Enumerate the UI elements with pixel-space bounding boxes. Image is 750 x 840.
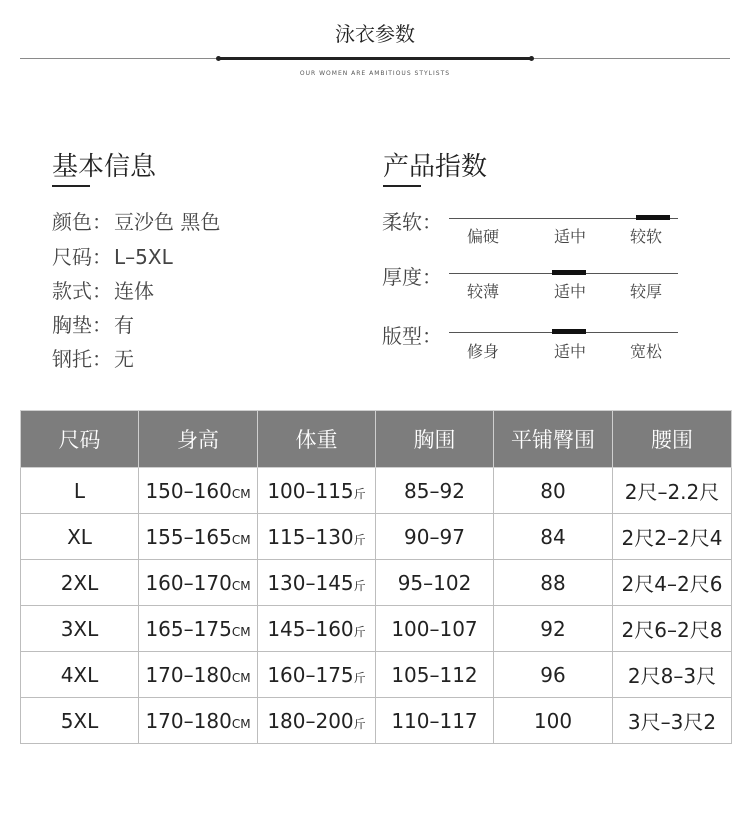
weight-value: 180–200 [267,708,354,733]
cell-hip: 80 [494,468,613,514]
info-row-style [52,275,156,304]
cell-size: 3XL [21,606,139,652]
height-value: 155–165 [145,524,232,549]
cell-waist: 2尺8–3尺 [613,652,732,698]
product-index-title: 产品指数 [383,152,488,182]
info-row-pad [52,309,136,338]
page-title: 泳衣参数 [335,22,415,46]
index-label-thickness: 厚度： [382,265,442,289]
index-marker-softness [636,215,670,220]
column-header: 尺码 [21,411,139,468]
cell-hip: 92 [494,606,613,652]
height-value: 170–180 [145,708,232,733]
table-row [21,514,732,560]
column-header: 胸围 [376,411,494,468]
weight-unit: 斤 [353,624,366,639]
product-index-underline [383,185,421,187]
cell-size: 2XL [21,560,139,606]
cell-weight [258,606,376,652]
cell-height [139,606,258,652]
cell-waist: 2尺–2.2尺 [613,468,732,514]
cell-weight [258,652,376,698]
height-value: 150–160 [145,478,232,503]
height-unit: CM [231,486,251,501]
cell-waist: 2尺6–2尺8 [613,606,732,652]
info-value: 无 [114,347,134,371]
cell-chest: 110–117 [376,698,494,744]
table-row [21,560,732,606]
header-dot-right [529,56,534,61]
height-unit: CM [231,578,251,593]
height-unit: CM [231,624,251,639]
info-label: 颜色： [52,210,112,234]
column-header: 身高 [139,411,258,468]
weight-unit: 斤 [353,532,366,547]
header-accent-bar [218,57,532,60]
column-header: 平铺臀围 [494,411,613,468]
header-subtitle: OUR WOMEN ARE AMBITIOUS STYLISTS [299,70,451,77]
table-row [21,698,732,744]
weight-unit: 斤 [353,578,366,593]
index-tick: 适中 [554,282,587,301]
cell-hip: 88 [494,560,613,606]
weight-unit: 斤 [353,716,366,731]
info-value: 有 [114,313,134,337]
info-label: 款式： [52,279,112,303]
cell-chest: 100–107 [376,606,494,652]
cell-chest: 105–112 [376,652,494,698]
height-value: 165–175 [145,616,232,641]
column-header: 腰围 [613,411,732,468]
cell-weight [258,514,376,560]
size-table [20,410,732,744]
index-label-fit: 版型： [382,324,442,348]
info-row-underwire [52,343,136,372]
height-value: 170–180 [145,662,232,687]
weight-unit: 斤 [353,486,366,501]
cell-hip: 100 [494,698,613,744]
basic-info-underline [52,185,90,187]
table-row [21,652,732,698]
info-row-size [52,241,175,270]
index-tick: 修身 [467,342,500,361]
info-label: 胸垫： [52,313,112,337]
index-tick: 适中 [554,227,587,246]
header-dot-left [216,56,221,61]
info-value: 豆沙色 黑色 [114,210,221,234]
cell-hip: 96 [494,652,613,698]
weight-value: 115–130 [267,524,354,549]
weight-value: 130–145 [267,570,354,595]
index-tick: 偏硬 [467,227,500,246]
cell-size: 4XL [21,652,139,698]
table-row [21,606,732,652]
index-marker-thickness [552,270,586,275]
table-header-row [21,411,732,468]
table-row [21,468,732,514]
index-tick: 较软 [630,227,663,246]
cell-height [139,652,258,698]
cell-height [139,514,258,560]
cell-size: XL [21,514,139,560]
height-unit: CM [231,716,251,731]
weight-unit: 斤 [353,670,366,685]
index-tick: 宽松 [630,342,663,361]
cell-chest: 95–102 [376,560,494,606]
index-tick: 较薄 [467,282,500,301]
cell-weight [258,698,376,744]
cell-waist: 2尺2–2尺4 [613,514,732,560]
info-row-color [52,206,222,235]
cell-weight [258,468,376,514]
info-value: L–5XL [114,245,173,269]
cell-chest: 85–92 [376,468,494,514]
basic-info-title: 基本信息 [52,152,157,182]
height-unit: CM [231,670,251,685]
cell-waist: 3尺–3尺2 [613,698,732,744]
cell-height [139,468,258,514]
index-marker-fit [552,329,586,334]
cell-chest: 90–97 [376,514,494,560]
cell-waist: 2尺4–2尺6 [613,560,732,606]
height-unit: CM [231,532,251,547]
cell-weight [258,560,376,606]
weight-value: 160–175 [267,662,354,687]
info-label: 尺码： [52,245,112,269]
cell-size: L [21,468,139,514]
index-tick: 适中 [554,342,587,361]
cell-hip: 84 [494,514,613,560]
weight-value: 100–115 [267,478,354,503]
column-header: 体重 [258,411,376,468]
height-value: 160–170 [145,570,232,595]
index-label-softness: 柔软： [382,210,442,234]
cell-height [139,698,258,744]
cell-size: 5XL [21,698,139,744]
info-label: 钢托： [52,347,112,371]
index-tick: 较厚 [630,282,663,301]
info-value: 连体 [114,279,154,303]
weight-value: 145–160 [267,616,354,641]
cell-height [139,560,258,606]
